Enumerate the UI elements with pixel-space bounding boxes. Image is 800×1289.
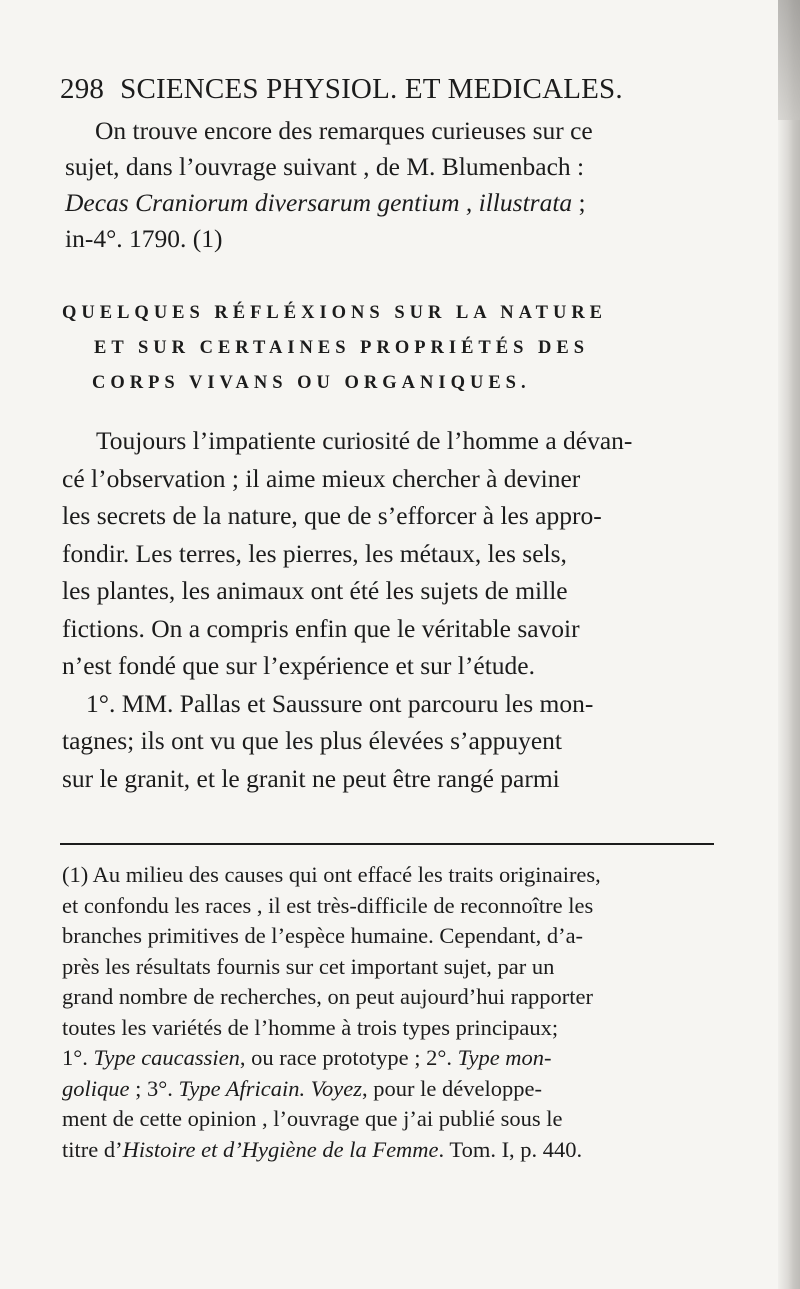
page-number: 298 bbox=[60, 73, 105, 105]
italic-run: Type mon- bbox=[457, 1045, 552, 1070]
italic-title: Decas Craniorum diversarum gentium , illustrata bbox=[65, 188, 573, 217]
heading-line: ET SUR CERTAINES PROPRIÉTÉS DES bbox=[94, 338, 589, 358]
footnote bbox=[62, 860, 717, 1165]
text-line: sur le granit, et le granit ne peut être rangé parmi bbox=[62, 763, 560, 793]
footnote-line: toutes les variétés de l’homme à trois types principaux; bbox=[62, 1014, 559, 1040]
text-run: titre d’ bbox=[62, 1136, 123, 1162]
text-line: in-4°. 1790. (1) bbox=[65, 224, 223, 253]
page-corner-shadow bbox=[778, 0, 800, 120]
text-line: sujet, dans l’ouvrage suivant , de M. Blumenbach : bbox=[65, 152, 585, 181]
footnote-line: grand nombre de recherches, on peut aujourd’hui rapporter bbox=[62, 984, 594, 1009]
text-line bbox=[65, 185, 720, 221]
text-run: , ou race prototype ; 2°. bbox=[239, 1045, 458, 1070]
footnote-line bbox=[62, 1043, 717, 1074]
footnote-divider bbox=[60, 843, 714, 845]
text-run: , pour le développe- bbox=[362, 1075, 542, 1101]
page-edge-shadow bbox=[778, 0, 800, 1289]
running-title: SCIENCES PHYSIOL. ET MEDICALES. bbox=[120, 73, 623, 105]
text-run: . Tom. I, p. 440. bbox=[438, 1136, 583, 1162]
footnote-line bbox=[62, 1074, 717, 1105]
text-line: cé l’observation ; il aime mieux chercher à deviner bbox=[62, 463, 581, 493]
heading-line: QUELQUES RÉFLÉXIONS SUR LA NATURE bbox=[62, 303, 608, 323]
text-line: Toujours l’impatiente curiosité de l’homme a dévan- bbox=[96, 426, 633, 455]
italic-run: Histoire et d’Hygiène de la Femme bbox=[122, 1136, 439, 1162]
text-line: les secrets de la nature, que de s’efforcer à les appro- bbox=[62, 501, 602, 530]
text-line: les plantes, les animaux ont été les sujets de mille bbox=[62, 576, 568, 605]
heading-line: CORPS VIVANS OU ORGANIQUES. bbox=[92, 373, 531, 393]
footnote-line: branches primitives de l’espèce humaine. Cependant, d’a- bbox=[62, 923, 584, 948]
italic-run: golique bbox=[62, 1075, 130, 1101]
section-heading bbox=[62, 296, 722, 401]
footnote-line: près les résultats fournis sur cet important sujet, par un bbox=[62, 953, 555, 979]
text-line: n’est fondé que sur l’expérience et sur l’étude. bbox=[62, 651, 535, 680]
text-run: 1°. bbox=[62, 1045, 94, 1070]
footnote-line: et confondu les races , il est très-difficile de reconnoître les bbox=[62, 892, 594, 918]
text-run: ; 3°. bbox=[129, 1075, 179, 1101]
italic-run: Type caucassien bbox=[93, 1045, 240, 1070]
text-line: fictions. On a compris enfin que le véritable savoir bbox=[62, 613, 580, 643]
running-header bbox=[60, 73, 700, 113]
intro-paragraph bbox=[65, 113, 720, 257]
punctuation: ; bbox=[572, 188, 586, 217]
text-line: 1°. MM. Pallas et Saussure ont parcouru les mon- bbox=[86, 688, 594, 718]
italic-run: Type Africain. Voyez bbox=[178, 1075, 363, 1101]
text-line: On trouve encore des remarques curieuses sur ce bbox=[95, 116, 593, 145]
footnote-line: (1) Au milieu des causes qui ont effacé les traits originaires, bbox=[62, 862, 601, 887]
text-line: tagnes; ils ont vu que les plus élevées s’appuyent bbox=[62, 726, 562, 755]
text-line: fondir. Les terres, les pierres, les métaux, les sels, bbox=[62, 538, 567, 568]
footnote-line: ment de cette opinion , l’ouvrage que j’ai publié sous le bbox=[62, 1106, 563, 1131]
footnote-line bbox=[62, 1135, 717, 1166]
main-paragraph bbox=[62, 422, 722, 797]
